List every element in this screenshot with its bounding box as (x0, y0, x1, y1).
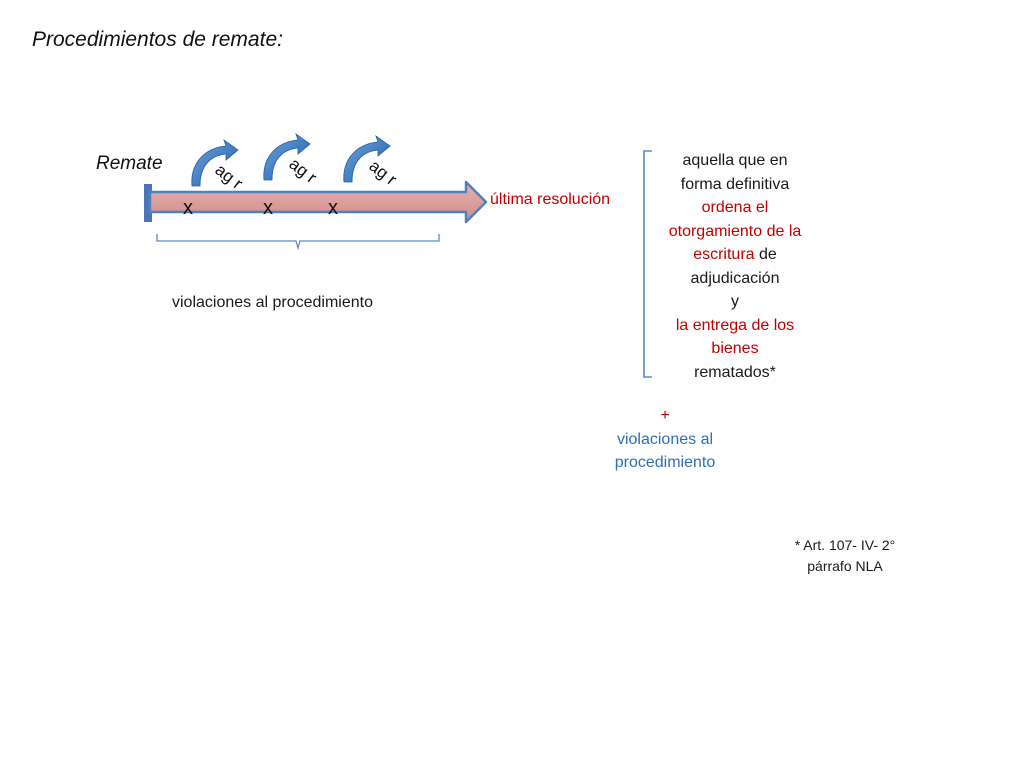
ultima-resolucion-label: última resolución (490, 191, 611, 208)
definition-line: de adjudicación (690, 246, 780, 287)
arc-label: ag r (285, 154, 321, 188)
definition-highlight: la entrega de los bienes (675, 316, 795, 357)
page-title: Procedimientos de remate: (32, 28, 283, 51)
remate-label: Remate (96, 153, 163, 174)
violation-mark: x (263, 197, 273, 219)
addendum (585, 404, 745, 475)
definition-highlight: ordena el otorgamiento de la escritura (668, 199, 802, 263)
definition-line: rematados* (694, 363, 776, 381)
violation-mark: x (328, 197, 338, 219)
definition-bracket (644, 151, 652, 377)
timeline-arrow (150, 182, 486, 222)
plus-sign: + (660, 407, 670, 424)
definition-conjunction: y (731, 293, 739, 310)
violation-mark: x (183, 197, 193, 219)
addendum-text: violaciones al procedimiento (614, 430, 716, 471)
footnote: * Art. 107- IV- 2° párrafo NLA (794, 537, 896, 574)
arc-label: ag r (365, 156, 401, 190)
bottom-brace (157, 234, 439, 248)
definition-line: aquella que en forma definitiva (680, 152, 790, 193)
brace-label: violaciones al procedimiento (172, 294, 373, 311)
arc-label: ag r (211, 160, 247, 194)
definition-text (660, 149, 810, 384)
